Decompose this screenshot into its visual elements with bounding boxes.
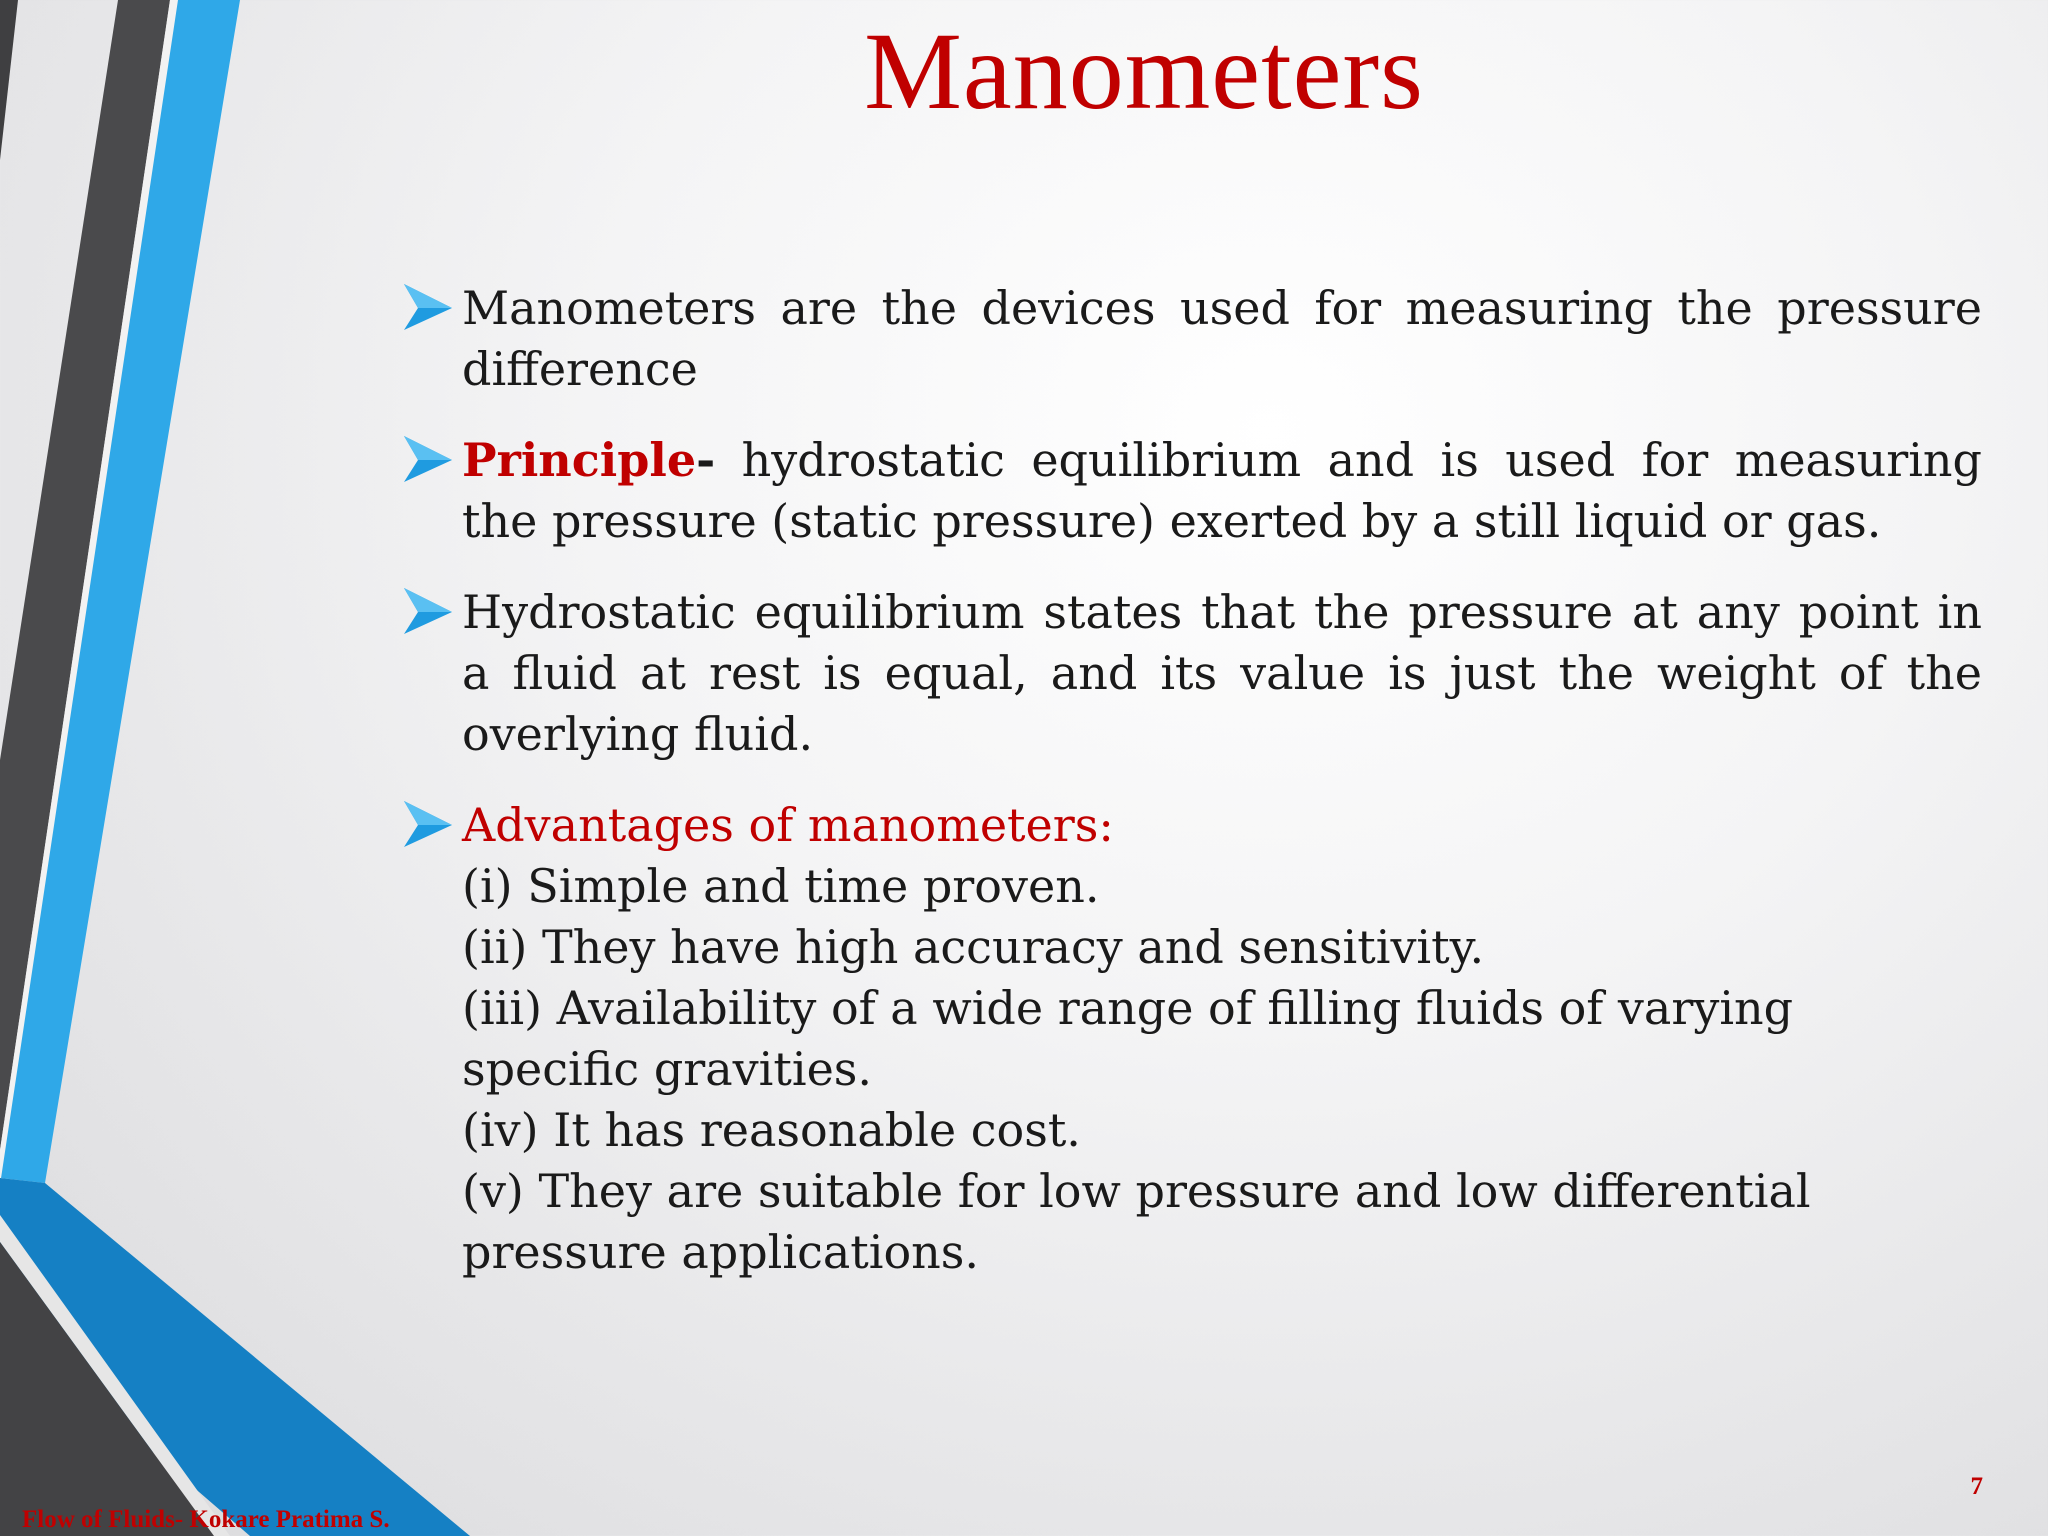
arrow-bullet-icon xyxy=(402,797,454,849)
page-number: 7 xyxy=(1970,1473,1983,1500)
advantage-item: (iv) It has reasonable cost. xyxy=(462,1103,1081,1157)
bullet-hydrostatic xyxy=(400,582,1982,765)
footer-credit: Flow of Fluids- Kokare Pratima S. xyxy=(22,1506,390,1533)
advantage-item: (iii) Availability of a wide range of filling fluids of varying specific gravities. xyxy=(462,981,1794,1096)
principle-term: Principle xyxy=(462,433,697,487)
bullet-text: Manometers are the devices used for measuring the pressure difference xyxy=(462,281,1982,396)
advantage-item: (v) They are suitable for low pressure and low differential pressure applications. xyxy=(462,1164,1811,1279)
arrow-bullet-icon xyxy=(402,280,454,332)
slide-title: Manometers xyxy=(864,10,1424,132)
bullet-text: hydrostatic equilibrium and is used for measuring the pressure (static pressure) exerted by a still liquid or gas. xyxy=(462,433,1982,548)
principle-separator: - xyxy=(696,433,716,487)
advantages-heading: Advantages of manometers: xyxy=(462,798,1114,852)
bullet-principle xyxy=(400,430,1982,552)
arrow-bullet-icon xyxy=(402,432,454,484)
arrow-bullet-icon xyxy=(402,584,454,636)
slide-content xyxy=(400,278,1982,1313)
bullet-definition xyxy=(400,278,1982,400)
advantage-item: (i) Simple and time proven. xyxy=(462,859,1100,913)
bullet-advantages xyxy=(400,795,1982,1283)
advantage-item: (ii) They have high accuracy and sensitivity. xyxy=(462,920,1485,974)
bullet-text: Hydrostatic equilibrium states that the pressure at any point in a fluid at rest is equal, and its value is just the weight of the overlying fluid. xyxy=(462,585,1982,761)
